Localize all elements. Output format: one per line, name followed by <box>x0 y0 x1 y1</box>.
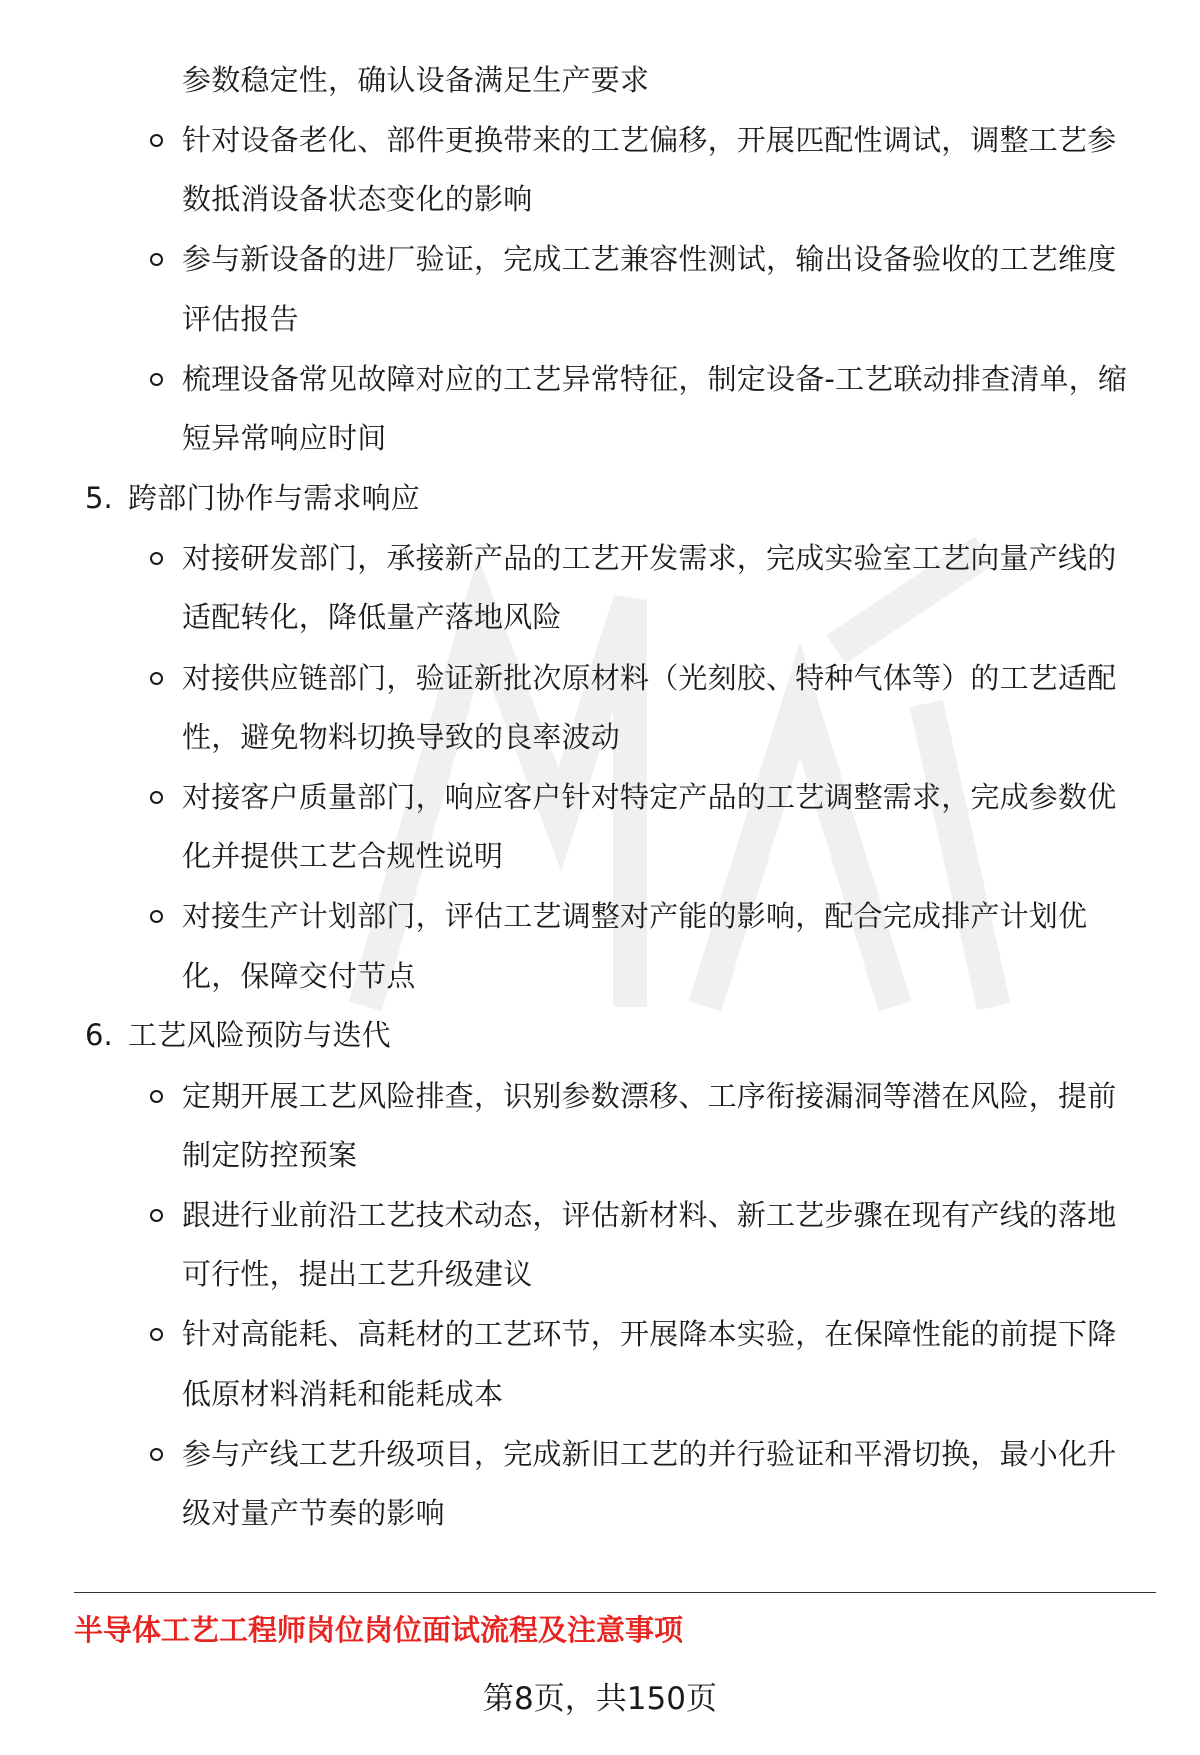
circle-bullet-icon <box>150 134 163 147</box>
list-item: 针对设备老化、部件更换带来的工艺偏移，开展匹配性调试，调整工艺参 <box>182 123 1117 157</box>
footer-divider <box>74 1592 1156 1593</box>
section-heading: 工艺风险预防与迭代 <box>128 1018 391 1052</box>
text-line: 评估报告 <box>182 302 299 336</box>
list-item: 跟进行业前沿工艺技术动态，评估新材料、新工艺步骤在现有产线的落地 <box>182 1198 1117 1232</box>
circle-bullet-icon <box>150 373 163 386</box>
text-line: 短异常响应时间 <box>182 421 387 455</box>
list-item: 对接生产计划部门，评估工艺调整对产能的影响，配合完成排产计划优 <box>182 899 1088 933</box>
text-line: 化，保障交付节点 <box>182 959 416 993</box>
list-item: 定期开展工艺风险排查，识别参数漂移、工序衔接漏洞等潜在风险，提前 <box>182 1079 1117 1113</box>
text-line: 性，避免物料切换导致的良率波动 <box>182 720 621 754</box>
page-number: 第8页，共150页 <box>483 1681 717 1717</box>
circle-bullet-icon <box>150 672 163 685</box>
list-item: 针对高能耗、高耗材的工艺环节，开展降本实验，在保障性能的前提下降 <box>182 1317 1117 1351</box>
circle-bullet-icon <box>150 791 163 804</box>
text-line: 数抵消设备状态变化的影响 <box>182 182 533 216</box>
list-item: 参与新设备的进厂验证，完成工艺兼容性测试，输出设备验收的工艺维度 <box>182 242 1117 276</box>
list-item: 对接供应链部门，验证新批次原材料（光刻胶、特种气体等）的工艺适配 <box>182 661 1117 695</box>
text-line: 制定防控预案 <box>182 1138 358 1172</box>
footer-document-title: 半导体工艺工程师岗位岗位面试流程及注意事项 <box>74 1613 684 1647</box>
text-line: 化并提供工艺合规性说明 <box>182 839 504 873</box>
text-line: 参数稳定性，确认设备满足生产要求 <box>182 63 650 97</box>
circle-bullet-icon <box>150 1090 163 1103</box>
list-item: 参与产线工艺升级项目，完成新旧工艺的并行验证和平滑切换，最小化升 <box>182 1437 1117 1471</box>
text-line: 适配转化，降低量产落地风险 <box>182 600 562 634</box>
section-heading: 跨部门协作与需求响应 <box>128 481 421 515</box>
section-number: 6. <box>85 1018 113 1052</box>
text-line: 级对量产节奏的影响 <box>182 1496 445 1530</box>
circle-bullet-icon <box>150 910 163 923</box>
circle-bullet-icon <box>150 552 163 565</box>
circle-bullet-icon <box>150 253 163 266</box>
list-item: 对接研发部门，承接新产品的工艺开发需求，完成实验室工艺向量产线的 <box>182 541 1117 575</box>
list-item: 梳理设备常见故障对应的工艺异常特征，制定设备-工艺联动排查清单，缩 <box>182 362 1128 396</box>
circle-bullet-icon <box>150 1209 163 1222</box>
text-line: 可行性，提出工艺升级建议 <box>182 1257 533 1291</box>
list-item: 对接客户质量部门，响应客户针对特定产品的工艺调整需求，完成参数优 <box>182 780 1117 814</box>
section-number: 5. <box>85 481 113 515</box>
circle-bullet-icon <box>150 1328 163 1341</box>
text-line: 低原材料消耗和能耗成本 <box>182 1377 504 1411</box>
circle-bullet-icon <box>150 1448 163 1461</box>
